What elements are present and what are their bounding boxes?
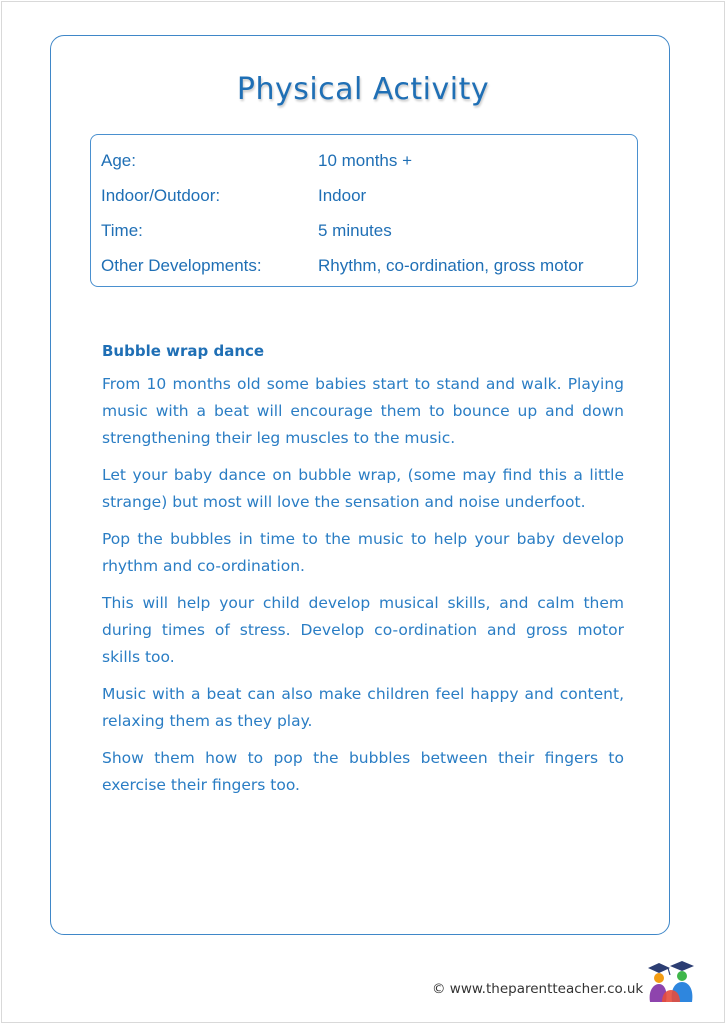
info-value: Indoor [318,186,367,205]
info-label: Time: [101,221,143,240]
activity-name: Bubble wrap dance [102,342,265,360]
activity-description [102,338,624,809]
info-value: Rhythm, co-ordination, gross motor [318,256,584,275]
info-box [90,134,638,287]
info-label: Other Developments: [101,256,262,275]
graduation-figures-logo-icon [644,958,698,1004]
paragraph: Show them how to pop the bubbles between their fingers to exercise their fingers too. [102,749,624,794]
info-row-age [101,151,631,173]
info-label: Indoor/Outdoor: [101,186,221,205]
info-row-time [101,221,631,243]
info-label: Age: [101,151,136,170]
paragraph: From 10 months old some babies start to stand and walk. Playing music with a beat will encourage them to bounce up and down strengthening their leg muscles to the music. [102,375,624,447]
paragraph: This will help your child develop musical skills, and calm them during times of stress. Develop co-ordination and gross motor skills too. [102,594,624,666]
info-row-developments [101,256,631,278]
copyright-footer: © www.theparentteacher.co.uk [432,981,644,997]
paragraph: Pop the bubbles in time to the music to help your baby develop rhythm and co-ordination. [102,530,624,575]
info-value: 5 minutes [318,221,392,240]
info-row-location [101,186,631,208]
page-title: Physical Activity [236,72,490,107]
paragraph: Music with a beat can also make children feel happy and content, relaxing them as they play. [102,685,624,730]
info-value: 10 months + [318,151,413,170]
paragraph: Let your baby dance on bubble wrap, (some may find this a little strange) but most will love the sensation and noise underfoot. [102,466,624,511]
